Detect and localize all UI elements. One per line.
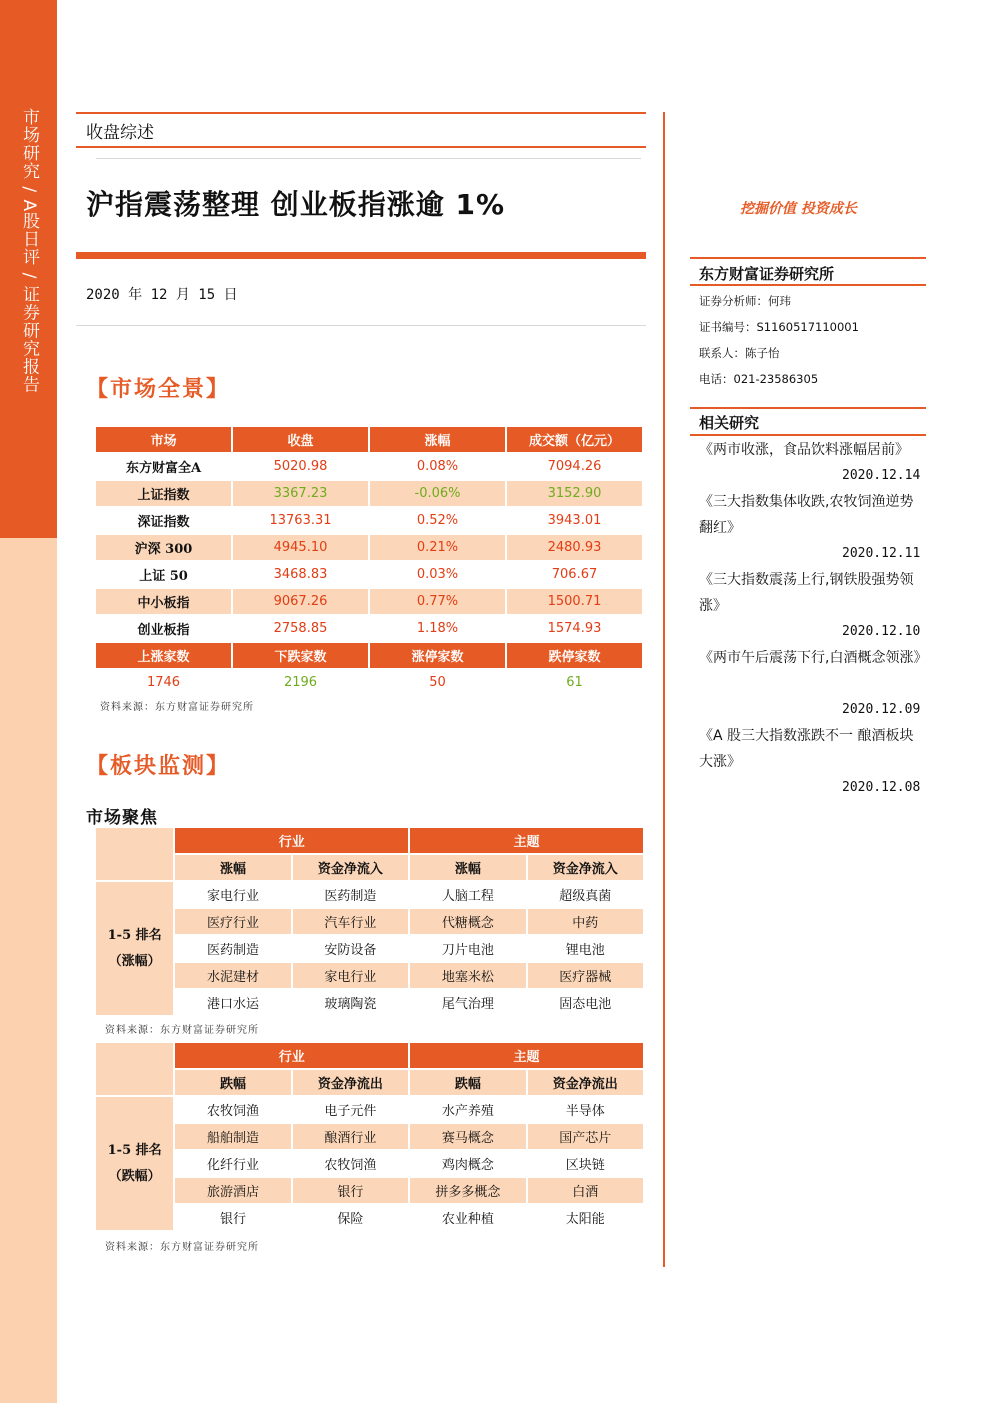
- advancers-count: 1746: [146, 675, 181, 690]
- loss-row: [96, 1124, 643, 1149]
- market-header-cell: 市场: [96, 427, 231, 452]
- index-change: 0.77%: [370, 589, 505, 614]
- loss-corner-cell: [96, 1043, 173, 1095]
- related-report-link[interactable]: 《A 股三大指数涨跌不一 酿酒板块大涨》: [699, 728, 914, 770]
- loss-cell: 农业种植: [441, 1212, 494, 1227]
- index-change: 0.08%: [416, 459, 459, 474]
- market-row: [96, 562, 642, 587]
- gain-row: [96, 936, 643, 961]
- gain-cell: 超级真菌: [559, 889, 612, 904]
- related-title: 相关研究: [699, 414, 760, 432]
- index-volume: 2480.93: [507, 535, 642, 560]
- header-rule-top: [76, 112, 646, 114]
- gain-cell: 代糖概念: [410, 909, 525, 934]
- loss-cell: 旅游酒店: [175, 1178, 290, 1203]
- loss-cell: 太阳能: [565, 1212, 605, 1227]
- count-header-row: [96, 643, 642, 668]
- count-header-cell: 跌停家数: [507, 643, 642, 668]
- index-close: 2758.85: [273, 621, 328, 636]
- loss-subheader: 跌幅: [410, 1070, 525, 1095]
- gainers-table: [94, 826, 645, 1017]
- related-rule-bottom: [690, 434, 926, 436]
- loss-row: [96, 1205, 643, 1230]
- title-rule-thick: [76, 252, 646, 259]
- count-row: [96, 670, 642, 695]
- loss-row: [96, 1151, 643, 1176]
- related-report-date: 2020.12.08: [842, 780, 921, 795]
- loss-cell: 银行: [293, 1178, 408, 1203]
- gain-row: [96, 963, 643, 988]
- market-row: [96, 535, 642, 560]
- loss-row: [96, 1097, 643, 1122]
- market-row: [96, 616, 642, 641]
- gain-cell: 医药制造: [206, 943, 259, 958]
- loss-cell: 酿酒行业: [293, 1124, 408, 1149]
- index-close: 13763.31: [269, 513, 332, 528]
- slogan: 挖掘价值 投资成长: [740, 201, 857, 217]
- market-header-cell: 成交额（亿元）: [507, 427, 642, 452]
- gain-cell: 医药制造: [324, 889, 377, 904]
- related-report-link[interactable]: 《两市午后震荡下行,白酒概念领涨》: [699, 650, 928, 666]
- gain-subheader: 涨幅: [175, 855, 290, 880]
- market-row: [96, 454, 642, 479]
- market-row: [96, 481, 642, 506]
- index-volume: 7094.26: [547, 459, 602, 474]
- institute-name: 东方财富证券研究所: [699, 265, 835, 283]
- gain-row: [96, 990, 643, 1015]
- analyst-name: 证券分析师：何玮: [699, 294, 791, 308]
- loss-cell: 农牧饲渔: [206, 1104, 259, 1119]
- header-rule-mid: [76, 146, 646, 148]
- loss-subheader-row: [96, 1070, 643, 1095]
- loss-cell: 半导体: [565, 1104, 605, 1119]
- gain-group-industry: 行业: [175, 828, 408, 853]
- limit-down-count: 61: [566, 675, 583, 690]
- gain-row: [96, 909, 643, 934]
- loss-cell: 化纤行业: [206, 1158, 259, 1173]
- gain-cell: 尾气治理: [441, 997, 494, 1012]
- index-change: -0.06%: [370, 481, 505, 506]
- index-volume: 706.67: [551, 567, 598, 582]
- loss-cell: 农牧饲渔: [324, 1158, 377, 1173]
- gain-cell: 固态电池: [559, 997, 612, 1012]
- loss-cell: 鸡肉概念: [441, 1158, 494, 1173]
- loss-subheader: 资金净流出: [293, 1070, 408, 1095]
- sidebar-band: [0, 0, 57, 1403]
- license-number: 证书编号：S1160517110001: [699, 320, 859, 334]
- gain-rank-label-line2: （涨幅）: [108, 953, 161, 969]
- gain-cell: 医疗器械: [528, 963, 643, 988]
- loss-cell: 赛马概念: [410, 1124, 525, 1149]
- gain-group-theme: 主题: [410, 828, 643, 853]
- index-name: 上证指数: [96, 481, 231, 506]
- index-name: 创业板指: [137, 623, 190, 638]
- loss-cell: 国产芯片: [528, 1124, 643, 1149]
- institute-rule-top: [690, 257, 926, 259]
- loss-group-row: [96, 1043, 643, 1068]
- index-close: 3367.23: [233, 481, 368, 506]
- related-report-date: 2020.12.09: [842, 702, 921, 717]
- index-volume: 3152.90: [507, 481, 642, 506]
- index-change: 0.21%: [370, 535, 505, 560]
- loss-row: [96, 1178, 643, 1203]
- loss-source: 资料来源：东方财富证券研究所: [105, 1242, 259, 1253]
- market-heading: 【市场全景】: [86, 376, 231, 402]
- index-change: 0.03%: [416, 567, 459, 582]
- report-date: 2020 年 12 月 15 日: [86, 287, 238, 303]
- related-report-link[interactable]: 《三大指数震荡上行,钢铁股强势领涨》: [699, 572, 914, 614]
- market-table: [94, 425, 644, 697]
- date-rule: [76, 325, 646, 326]
- market-header-cell: 涨幅: [370, 427, 505, 452]
- count-header-cell: 上涨家数: [96, 643, 231, 668]
- loss-group-industry: 行业: [175, 1043, 408, 1068]
- institute-rule-bottom: [690, 284, 926, 286]
- index-name: 上证 50: [139, 569, 188, 584]
- loss-cell: 拼多多概念: [410, 1178, 525, 1203]
- loss-cell: 船舶制造: [175, 1124, 290, 1149]
- gain-cell: 港口水运: [206, 997, 259, 1012]
- related-report-link[interactable]: 《三大指数集体收跌,农牧饲渔逆势翻红》: [699, 494, 914, 536]
- header-rule-thin: [96, 158, 641, 159]
- gain-subheader: 资金净流入: [528, 855, 643, 880]
- index-close: 5020.98: [273, 459, 328, 474]
- loss-cell: 保险: [337, 1212, 364, 1227]
- related-report-date: 2020.12.10: [842, 624, 921, 639]
- sector-subheading: 市场聚焦: [86, 808, 158, 828]
- gain-cell: 人脑工程: [441, 889, 494, 904]
- gain-corner-cell: [96, 828, 173, 880]
- index-close: 3468.83: [273, 567, 328, 582]
- page-title: 沪指震荡整理 创业板指涨逾 1%: [86, 188, 506, 221]
- count-header-cell: 涨停家数: [370, 643, 505, 668]
- gain-cell: 玻璃陶瓷: [324, 997, 377, 1012]
- loss-rank-label-line1: 1-5 排名: [107, 1142, 162, 1158]
- index-name: 深证指数: [137, 515, 190, 530]
- index-change: 1.18%: [416, 621, 459, 636]
- market-header-cell: 收盘: [233, 427, 368, 452]
- market-row: [96, 589, 642, 614]
- market-header-row: [96, 427, 642, 452]
- market-source: 资料来源：东方财富证券研究所: [100, 702, 254, 713]
- gain-cell: 家电行业: [206, 889, 259, 904]
- contact-person: 联系人：陈子怡: [699, 346, 780, 360]
- loss-cell: 电子元件: [324, 1104, 377, 1119]
- losers-table: [94, 1041, 645, 1232]
- gain-cell: 锂电池: [565, 943, 605, 958]
- loss-rank-label-line2: （跌幅）: [108, 1168, 161, 1184]
- related-report-link[interactable]: 《两市收涨，食品饮料涨幅居前》: [699, 442, 909, 458]
- section-label: 收盘综述: [86, 123, 154, 143]
- gain-subheader-row: [96, 855, 643, 880]
- gain-group-row: [96, 828, 643, 853]
- gain-cell: 医疗行业: [175, 909, 290, 934]
- gain-cell: 家电行业: [293, 963, 408, 988]
- loss-cell: 银行: [219, 1212, 246, 1227]
- related-report-date: 2020.12.14: [842, 468, 921, 483]
- index-name: 中小板指: [96, 589, 231, 614]
- gain-cell: 地塞米松: [410, 963, 525, 988]
- index-name: 东方财富全A: [125, 461, 202, 476]
- gain-cell: 汽车行业: [293, 909, 408, 934]
- index-volume: 1574.93: [547, 621, 602, 636]
- sidebar-category-text: 市场研究 / A股日评 / 证券研究报告: [19, 108, 39, 394]
- decliners-count: 2196: [283, 675, 318, 690]
- index-close: 9067.26: [233, 589, 368, 614]
- sector-heading: 【板块监测】: [86, 753, 231, 779]
- index-volume: 1500.71: [507, 589, 642, 614]
- column-divider: [663, 112, 665, 1267]
- loss-cell: 白酒: [528, 1178, 643, 1203]
- gain-rank-label: [96, 882, 173, 1015]
- gain-rank-label-line1: 1-5 排名: [107, 927, 162, 943]
- phone-number: 电话：021-23586305: [699, 372, 819, 386]
- related-report-date: 2020.12.11: [842, 546, 921, 561]
- loss-group-theme: 主题: [410, 1043, 643, 1068]
- gain-subheader: 涨幅: [410, 855, 525, 880]
- related-rule-top: [690, 407, 926, 409]
- loss-subheader: 跌幅: [175, 1070, 290, 1095]
- loss-cell: 水产养殖: [441, 1104, 494, 1119]
- gain-source: 资料来源：东方财富证券研究所: [105, 1025, 259, 1036]
- gain-cell: 水泥建材: [175, 963, 290, 988]
- loss-rank-label: [96, 1097, 173, 1230]
- index-close: 4945.10: [233, 535, 368, 560]
- index-name: 沪深 300: [96, 535, 231, 560]
- index-change: 0.52%: [416, 513, 459, 528]
- loss-cell: 区块链: [565, 1158, 605, 1173]
- count-header-cell: 下跌家数: [233, 643, 368, 668]
- gain-row: [96, 882, 643, 907]
- gain-subheader: 资金净流入: [293, 855, 408, 880]
- market-row: [96, 508, 642, 533]
- loss-subheader: 资金净流出: [528, 1070, 643, 1095]
- index-volume: 3943.01: [547, 513, 602, 528]
- gain-cell: 中药: [528, 909, 643, 934]
- gain-cell: 刀片电池: [441, 943, 494, 958]
- limit-up-count: 50: [429, 675, 446, 690]
- gain-cell: 安防设备: [324, 943, 377, 958]
